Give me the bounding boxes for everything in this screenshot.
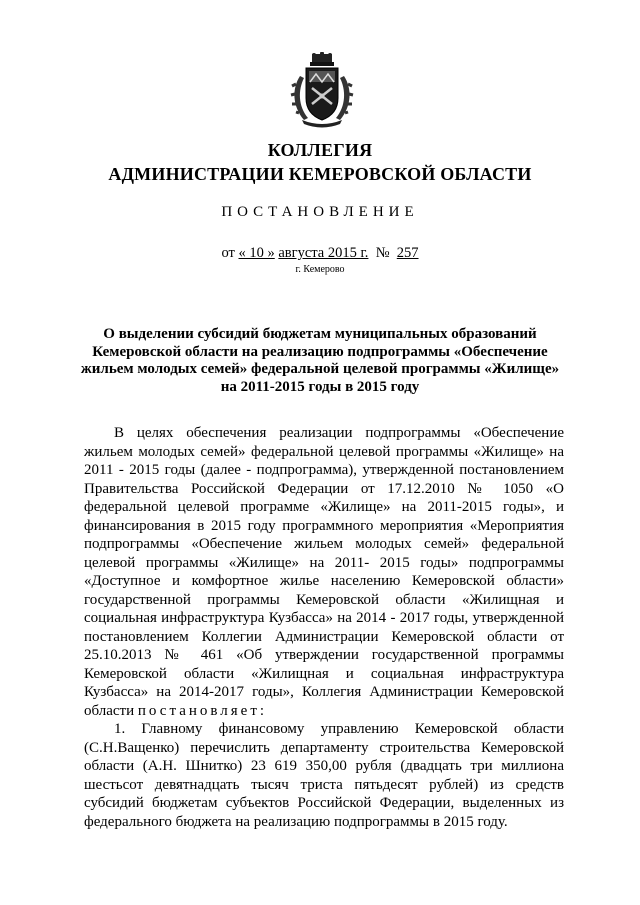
paragraph-preamble	[84, 424, 564, 720]
coat-of-arms-emblem	[290, 52, 354, 128]
number-sign: №	[375, 245, 390, 261]
document-title: О выделении субсидий бюджетам муниципальных образований Кемеровской области на реализацию подпрограммы «Обеспечение жильем молодых семей» федеральной целевой программы «Жилище» на 2011-2015 годы в 2015 году	[80, 326, 560, 395]
date-month-year: августа 2015 г.	[278, 245, 369, 261]
preamble-text: В целях обеспечения реализации подпрограммы «Обеспечение жильем молодых семей» федеральной целевой программы «Жилище» на 2011 - 2015 годы (далее - подпрограмма), утвержденной постановлением Правительства Российской Федерации от 17.12.2010 № 1050 «О федеральной целевой программе «Жилище» на 2011-2015 годы», и финансирования в 2015 году программного мероприятия «Мероприятия подпрограммы «Обеспечение жильем молодых семей» федеральной целевой программы «Жилище» на 2011- 2015 годы» подпрограммы «Доступное и комфортное жилье населению Кемеровской области» государственной программы Кемеровской области «Жилищная и социальная инфраструктура Кузбасса» на 2014 - 2017 годы, утвержденной постановлением Коллегии Администрации Кемеровской области от 25.10.2013 № 461 «Об утверждении государственной программы Кемеровской области «Жилищная и социальная инфраструктура Кузбасса» на 2014-2017 годы», Коллегия Администрации Кемеровской области	[84, 425, 564, 719]
date-number-line	[0, 245, 640, 262]
resolves-word: постановляет:	[137, 702, 268, 719]
document-body	[84, 424, 564, 831]
org-name-line2: АДМИНИСТРАЦИИ КЕМЕРОВСКОЙ ОБЛАСТИ	[108, 164, 532, 184]
date-day: « 10 »	[238, 245, 275, 261]
org-name-line1: КОЛЛЕГИЯ	[267, 140, 373, 160]
city-label: г. Кемерово	[295, 264, 345, 275]
document-type: ПОСТАНОВЛЕНИЕ	[221, 204, 419, 220]
paragraph-item-1: 1. Главному финансовому управлению Кемеровской области (С.Н.Ващенко) перечислить департаменту строительства Кемеровской области (А.Н. Шнитко) 23 619 350,00 рубля (двадцать три миллиона шестьсот девятнадцать тысяч триста пятьдесят рублей) из средств субсидий бюджетам субъектов Российской Федерации, выделенных из федерального бюджета на реализацию подпрограммы в 2015 году.	[84, 721, 564, 830]
document-number: 257	[396, 245, 419, 261]
date-prefix: от	[221, 245, 235, 261]
